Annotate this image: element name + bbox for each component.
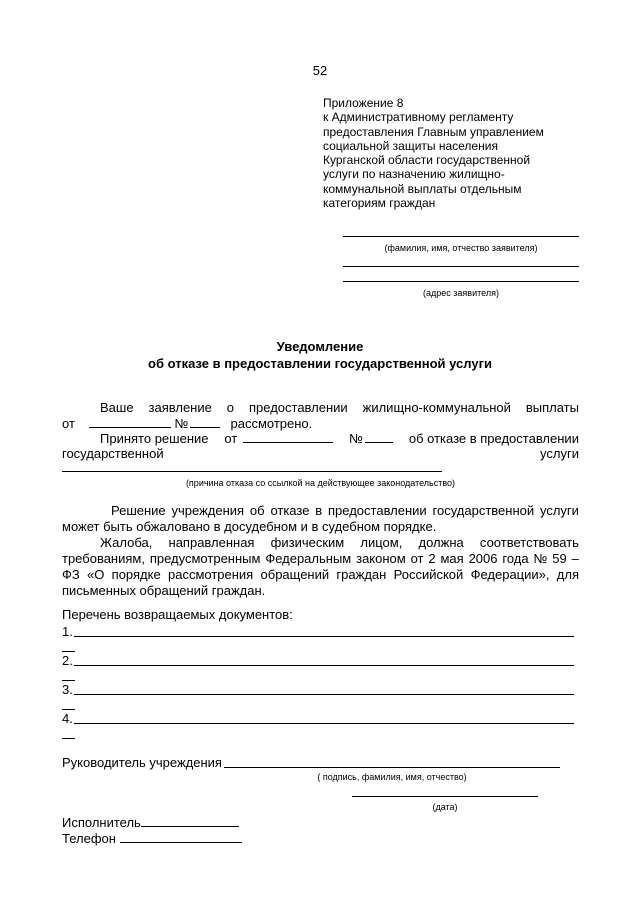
p1-row1: Ваше заявление о предоставлении жилищно-коммунальной выплаты <box>100 400 579 415</box>
document-item-number: 4. <box>62 711 73 726</box>
document-item-line <box>74 694 574 695</box>
p2-row2: может быть обжаловано в досудебном и в судебном порядке. <box>62 519 437 534</box>
applicant-name-caption: (фамилия, имя, отчество заявителя) <box>384 243 538 253</box>
p3-row1: Жалоба, направленная физическим лицом, должна соответствовать <box>100 535 579 550</box>
appendix-line: коммунальной выплаты отдельным <box>323 181 522 196</box>
p1-row2: от № рассмотрено. <box>62 416 313 431</box>
page-number: 52 <box>312 63 328 78</box>
executor-label: Исполнитель <box>62 815 141 830</box>
p1-row3: Принято решение от № об отказе в предоставлении <box>100 431 579 446</box>
number-blank <box>190 416 220 428</box>
appendix-line: к Административному регламенту <box>323 110 514 125</box>
phone-label: Телефон <box>62 831 116 846</box>
head-caption: ( подпись, фамилия, имя, отчество) <box>317 772 467 782</box>
p3-row4: письменных обращений граждан. <box>62 583 266 598</box>
document-item-number: 1. <box>62 624 73 639</box>
document-item-line <box>74 636 574 637</box>
document-item-number: 3. <box>62 682 73 697</box>
executor-row <box>62 815 239 830</box>
notice-subtitle: об отказе в предоставлении государственной услуги <box>148 356 492 371</box>
documents-heading: Перечень возвращаемых документов: <box>62 607 293 622</box>
notice-title: Уведомление <box>276 339 364 354</box>
reason-line <box>62 471 442 472</box>
appendix-line: услуги по назначению жилищно- <box>323 167 505 182</box>
applicant-address-line <box>343 281 579 282</box>
p3-row2: требованиям, предусмотренным Федеральным законом от 2 мая 2006 года № 59 – <box>62 551 579 566</box>
decision-date-blank <box>243 431 333 443</box>
document-item-number: 2. <box>62 653 73 668</box>
appendix-line: Приложение 8 <box>323 96 404 110</box>
phone-blank <box>120 831 242 843</box>
document-item-dash <box>62 651 75 652</box>
head-signature-line <box>224 767 560 768</box>
document-item-line <box>74 665 574 666</box>
appendix-block <box>323 96 544 210</box>
head-label: Руководитель учреждения <box>62 755 222 770</box>
date-blank <box>89 416 171 428</box>
p3-row3: ФЗ «О порядке рассмотрения обращений граждан Российской Федерации», для <box>62 567 579 582</box>
executor-blank <box>141 815 239 827</box>
p1-row4: государственной услуги <box>62 446 579 461</box>
phone-row <box>62 831 242 846</box>
applicant-address-caption: (адрес заявителя) <box>423 288 499 298</box>
document-item-dash <box>62 738 75 739</box>
appendix-line: Курганской области государственной <box>323 153 531 168</box>
appendix-line: категориям граждан <box>323 196 436 211</box>
p2-row1: Решение учреждения об отказе в предоставлении государственной услуги <box>111 503 579 518</box>
decision-number-blank <box>365 431 393 443</box>
document-item-dash <box>62 680 75 681</box>
appendix-line: предоставления Главным управлением <box>323 124 544 139</box>
applicant-line-2 <box>343 266 579 267</box>
document-item-dash <box>62 709 75 710</box>
document-item-line <box>74 723 574 724</box>
date-line <box>352 796 538 797</box>
applicant-name-line <box>343 236 579 237</box>
date-caption: (дата) <box>432 802 458 812</box>
reason-caption: (причина отказа со ссылкой на действующее законодательство) <box>185 478 456 488</box>
appendix-line: социальной защиты населения <box>323 138 498 153</box>
